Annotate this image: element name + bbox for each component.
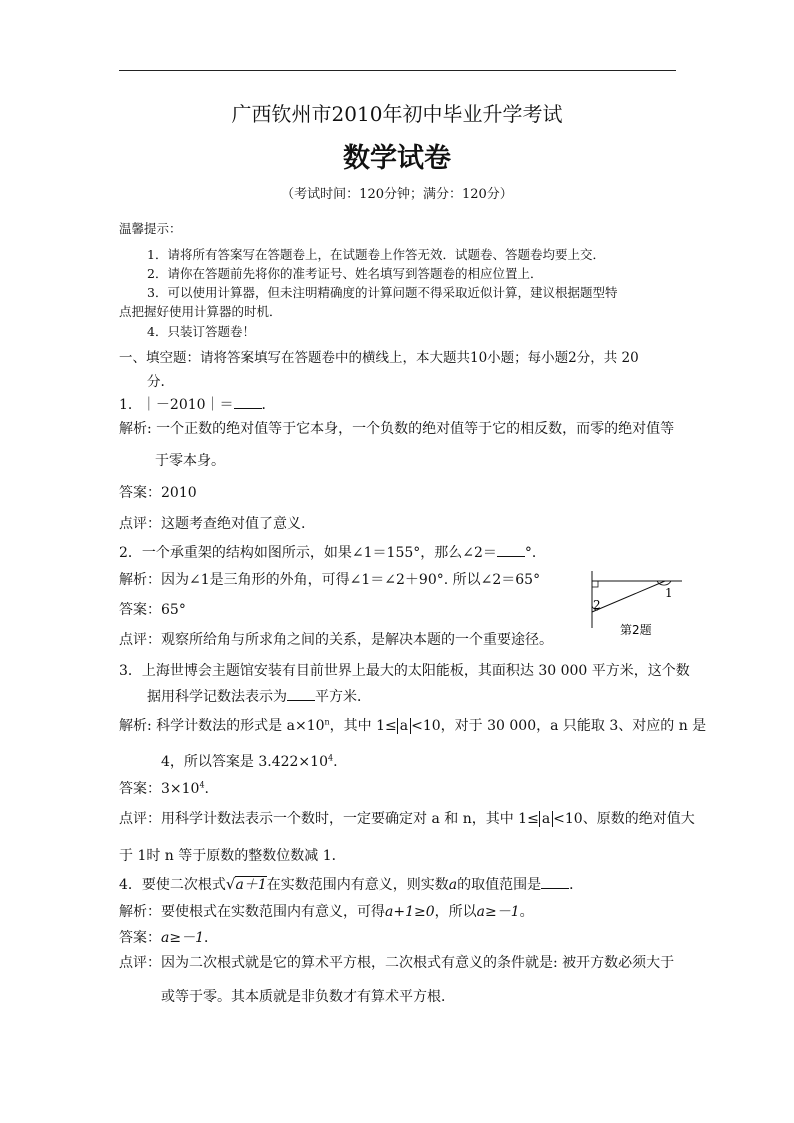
question-1-comment: 点评：这题考查绝对值了意义. (119, 516, 306, 532)
notice-item-3-cont: 点把握好使用计算器的时机． (119, 304, 282, 319)
notice-item-2: 2．请你在答题前先将你的准考证号、姓名填写到答题卷的相应位置上． (147, 266, 543, 281)
question-1: 1．｜－2010｜＝ ． (119, 397, 276, 413)
question-3-analysis: 解析: 科学计数法的形式是 $a\times 10^n$，其中 1≤ a <10，对于 30 000，a 只能取 3、对应的 n 是 (119, 717, 707, 734)
section-heading-cont: 分. (147, 374, 165, 390)
answer-blank (497, 544, 525, 557)
question-4-comment-cont: 或等于零。其本质就是非负数才有算术平方根． (161, 989, 455, 1005)
exam-subject-title: 数学试卷 (343, 143, 451, 174)
bracket-figure (585, 568, 685, 643)
notice-item-4: 4．只装订答题卷！ (147, 324, 255, 339)
question-2-stem: 2．一个承重架的结构如图所示，如果∠1＝155°，那么∠2＝ (119, 545, 497, 561)
sqrt-sign: √ (225, 875, 236, 893)
notice-item-3: 3．可以使用计算器，但未注明精确度的计算问题不得采取近似计算，建议根据题型特 (147, 285, 618, 300)
question-2: 2．一个承重架的结构如图所示，如果∠1＝155°，那么∠2＝ °． (119, 545, 546, 561)
question-4: 4．要使二次根式√a＋1在实数范围内有意义，则实数a的取值范围是 ． (119, 875, 584, 893)
right-angle-mark (592, 581, 598, 587)
figure-strut (592, 581, 665, 612)
answer-blank (234, 396, 262, 409)
question-3-comment-cont: 于 1时 n 等于原数的整数位数减 1． (119, 848, 346, 864)
angle-2-label: 2 (593, 598, 601, 612)
question-4-answer: 答案：a≥－1． (119, 930, 218, 946)
question-4-comment: 点评：因为二次根式就是它的算术平方根，二次根式有意义的条件就是: 被开方数必须大于 (119, 955, 675, 971)
question-1-answer: 答案：2010 (119, 485, 197, 501)
question-3-answer: 答案：$3\times 10^4$. (119, 780, 209, 797)
exam-info: （考试时间：120分钟；满分：120分） (281, 187, 513, 202)
notice-item-1: 1．请将所有答案写在答题卷上，在试题卷上作答无效．试题卷、答题卷均要上交． (147, 247, 605, 262)
notice-heading: 温馨提示： (119, 221, 182, 236)
question-3: 3．上海世博会主题馆安装有目前世界上最大的太阳能板，其面积达 30 000 平方米，这个数 (119, 663, 690, 679)
exam-title: 广西钦州市2010年初中毕业升学考试 (231, 102, 563, 126)
answer-blank (287, 688, 315, 701)
question-4-analysis: 解析：要使根式在实数范围内有意义，可得a+1≥0，所以a≥－1。 (119, 904, 534, 920)
question-2-answer: 答案：65° (119, 602, 186, 618)
question-3-analysis-cont: 4，所以答案是 $3.422\times 10^4$. (161, 753, 338, 770)
header-rule (119, 70, 676, 71)
section-heading: 一、填空题：请将答案填写在答题卷中的横线上，本大题共10小题；每小题2分，共 20 (119, 350, 639, 366)
radicand: a＋1 (235, 877, 267, 893)
question-3-comment: 点评：用科学计数法表示一个数时，一定要确定对 a 和 n，其中 1≤ a <10、原数的绝对值大 (119, 811, 695, 827)
question-3-cont: 据用科学记数法表示为 平方米． (147, 689, 371, 705)
question-2-analysis: 解析：因为∠1是三角形的外角，可得∠1＝∠2＋90°. 所以∠2＝65° (119, 572, 541, 588)
answer-blank (541, 876, 569, 889)
question-2-comment: 点评：观察所给角与所求角之间的关系，是解决本题的一个重要途径。 (119, 632, 553, 648)
angle-1-label: 1 (665, 586, 673, 600)
question-1-stem: 1．｜－2010｜＝ (119, 397, 234, 413)
figure-caption: 第2题 (620, 623, 652, 637)
question-1-analysis: 解析: 一个正数的绝对值等于它本身，一个负数的绝对值等于它的相反数，而零的绝对值等 (119, 421, 675, 437)
question-1-analysis-cont: 于零本身。 (155, 453, 225, 469)
